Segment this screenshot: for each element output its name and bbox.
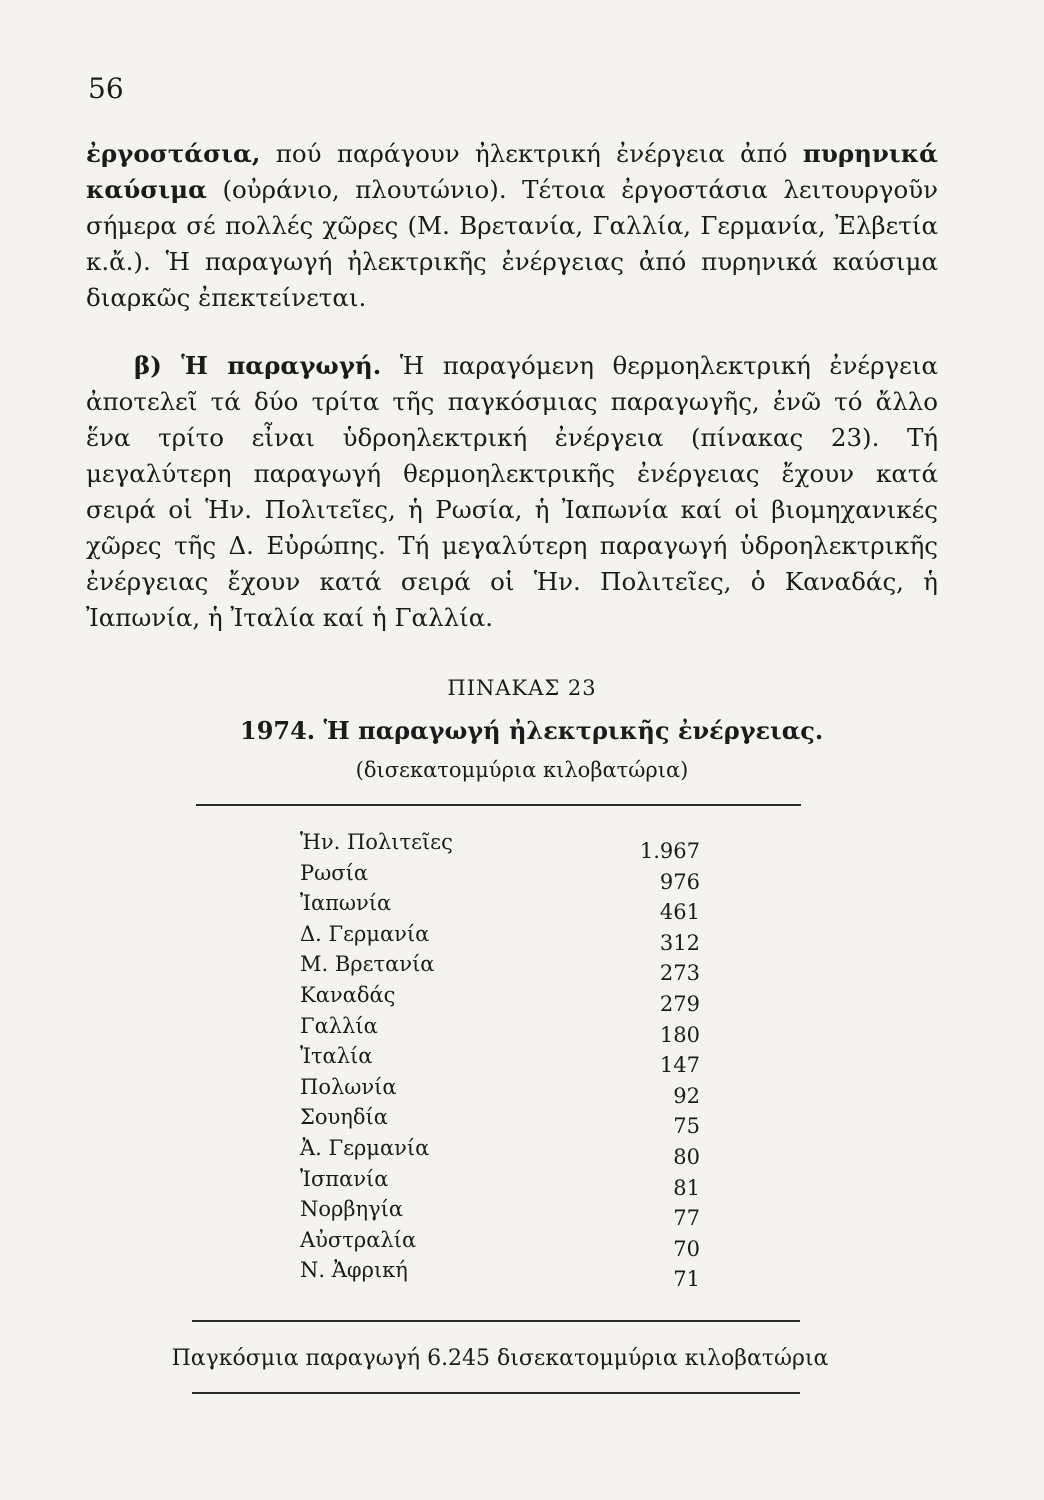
paragraph-text: Ἡ παραγόμενη θερμοηλεκτρική ἐνέργεια ἀποτελεῖ τά δύο τρίτα τῆς παγκόσμιας παραγωγῆς, ἐνῶ τό ἄλλο ἕνα τρίτο εἶναι ὑδροηλεκτρική ἐνέργεια (πίνακας 23). Τή μεγαλύτερη παραγωγή θερμοηλεκτρικῆς ἐνέργειας ἔχουν κατά σειρά οἱ Ἡν. Πολιτεῖες, ἡ Ρωσία, ἡ Ἰαπωνία καί οἱ βιομηχανικές χῶρες τῆς Δ. Εὐρώπης. Τή μεγαλύτερη παραγωγή ὑδροηλεκτρικῆς ἐνέργειας ἔχουν κατά σειρά οἱ Ἡν. Πολιτεῖες, ὁ Καναδάς, ἡ Ἰαπωνία, ἡ Ἰταλία καί ἡ Γαλλία. xyxy=(86,351,939,632)
table-heading xyxy=(240,716,823,745)
country-name: Ἰταλία xyxy=(300,1044,373,1069)
production-value: 180 xyxy=(659,1022,700,1047)
country-name: Σουηδία xyxy=(300,1105,388,1130)
country-name: Πολωνία xyxy=(300,1074,397,1099)
table-bottom-rule xyxy=(192,1392,800,1394)
table-row xyxy=(300,861,700,892)
table-title: ΠΙΝΑΚΑΣ 23 xyxy=(447,676,597,700)
table-row xyxy=(300,1136,700,1167)
production-value: 279 xyxy=(659,991,700,1016)
table-row xyxy=(300,891,700,925)
country-name: Νορβηγία xyxy=(300,1197,404,1222)
production-value: 1.967 xyxy=(639,839,700,863)
table-row xyxy=(300,830,700,861)
production-value: 92 xyxy=(673,1083,700,1108)
paragraph-text: πού παράγουν ἠλεκτρική ἐνέργεια ἀπό xyxy=(260,139,803,168)
production-value: 273 xyxy=(659,961,700,986)
table-row xyxy=(300,1228,700,1259)
page-number: 56 xyxy=(88,72,124,105)
table-middle-rule xyxy=(192,1320,800,1322)
country-name: Ἀ. Γερμανία xyxy=(300,1135,430,1160)
bold-term: πυρηνικά καύσιμα xyxy=(86,139,938,204)
table-row xyxy=(300,1075,700,1106)
bold-term: ἐργοστάσια, xyxy=(86,139,261,168)
table-row xyxy=(300,1167,700,1198)
country-name: Αὐστραλία xyxy=(300,1227,417,1252)
table-row xyxy=(300,1014,700,1045)
table-row xyxy=(300,1105,700,1139)
country-name: Μ. Βρετανία xyxy=(300,952,435,977)
production-value: 80 xyxy=(673,1144,700,1169)
production-value: 976 xyxy=(659,869,700,894)
table-row xyxy=(300,1197,700,1231)
country-name: Καναδάς xyxy=(300,982,396,1007)
table-rows xyxy=(300,830,700,1292)
table-row xyxy=(300,922,700,953)
table-top-rule xyxy=(196,804,801,806)
production-value: 81 xyxy=(673,1175,700,1200)
table-total: Παγκόσμια παραγωγή 6.245 δισεκατομμύρια κιλοβατώρια xyxy=(171,1346,829,1371)
country-name: Δ. Γερμανία xyxy=(300,921,430,946)
table-row xyxy=(300,1044,700,1078)
country-name: Ἡν. Πολιτεῖες xyxy=(300,830,453,854)
country-name: Ἰσπανία xyxy=(300,1166,389,1191)
production-value: 70 xyxy=(673,1236,700,1261)
section-heading: β) Ἡ παραγωγή. xyxy=(134,351,382,380)
production-value: 312 xyxy=(659,930,700,955)
country-name: Ρωσία xyxy=(300,860,369,885)
country-name: Ἰαπωνία xyxy=(300,891,392,916)
production-value: 75 xyxy=(673,1114,700,1139)
paragraph-text: (οὐράνιο, πλουτώνιο). Τέτοια ἐργοστάσια λειτουργοῦν σήμερα σέ πολλές χῶρες (Μ. Βρετανία, Γαλλία, Γερμανία, Ἐλβετία κ.ἄ.). Ἡ παραγωγή ἠλεκτρικῆς ἐνέργειας ἀπό πυρηνικά καύσιμα διαρκῶς ἐπεκτείνεται. xyxy=(86,175,938,312)
table-unit: (δισεκατομμύρια κιλοβατώρια) xyxy=(355,758,689,782)
production-value: 77 xyxy=(673,1206,700,1231)
table-row xyxy=(300,1258,700,1292)
table-row xyxy=(300,983,700,1014)
country-name: Γαλλία xyxy=(300,1013,378,1038)
table-year: 1974. xyxy=(240,716,316,745)
production-value: 147 xyxy=(659,1053,700,1078)
country-name: Ν. Ἀφρική xyxy=(300,1258,408,1283)
paragraph-production xyxy=(86,348,938,636)
production-value: 461 xyxy=(659,900,700,925)
table-row xyxy=(300,952,700,986)
production-value: 71 xyxy=(673,1267,700,1292)
paragraph-nuclear xyxy=(86,136,938,316)
table-heading-text: Ἡ παραγωγή ἠλεκτρικῆς ἐνέργειας. xyxy=(315,716,824,745)
